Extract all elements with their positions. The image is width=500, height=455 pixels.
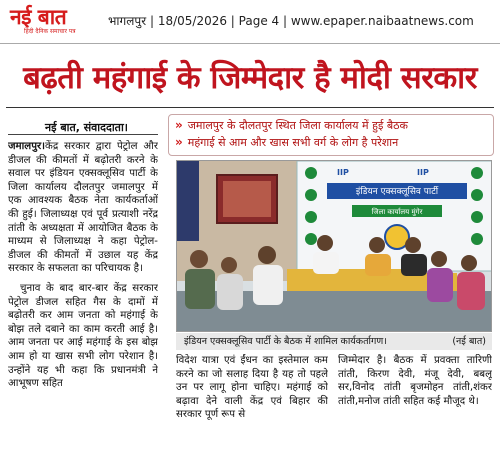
article-column-middle: विदेश यात्रा एवं ईंधन का इस्तेमाल कम करने का जो सलाह दिया है यह तो पहले उन पर लागू होना चाहिए। महंगाई को बढ़ावा देने वाली केंद्र एवं बिहार की सरकार पूर्ण रूप से — [176, 355, 328, 421]
photo-credit: (नई बात) — [452, 336, 486, 347]
photo-caption-bar — [176, 333, 492, 350]
subhead — [175, 117, 487, 134]
subhead-text: महंगाई से आम और खास सभी वर्ग के लोग है परेशान — [187, 136, 399, 149]
article-headline: बढ़ती महंगाई के जिम्मेदार है मोदी सरकार — [23, 60, 477, 96]
article-column-left — [8, 140, 158, 450]
chevron-right-icon: » — [175, 135, 183, 149]
logo-tagline: हिंदी दैनिक समाचार पत्र — [24, 28, 76, 35]
banner-title: इंडियन एक्सक्लूसिव पार्टी — [355, 187, 439, 197]
article-paragraph — [8, 140, 158, 276]
masthead — [0, 0, 500, 44]
byline-divider — [8, 134, 158, 135]
subhead — [175, 134, 487, 151]
headline-divider — [6, 107, 494, 108]
banner-subtitle: जिला कार्यालय मुंगेर — [371, 208, 423, 216]
photo-caption: इंडियन एक्सक्लूसिव पार्टी के बैठक में शामिल कार्यकर्तागण। — [184, 336, 387, 347]
newspaper-logo[interactable] — [10, 6, 98, 40]
edition-line[interactable]: भागलपुर | 18/05/2026 | Page 4 | www.epaper.naibaatnews.com — [108, 14, 474, 28]
logo-text: नई बात — [10, 5, 67, 29]
dateline: जमालपुर। — [8, 141, 46, 152]
banner-logo-text: IIP — [337, 168, 349, 177]
article-column-right: जिम्मेदार है। बैठक में प्रवक्ता तारिणी तांती, किरण देवी, मंजू देवी, बबलू सर,विनोद तांती बृजमोहन तांती,शंकर तांती,मनोज तांती सहित कई मौजूद थे। — [338, 355, 492, 407]
byline: नई बात, संवाददाता। — [45, 121, 128, 134]
article-paragraph: चुनाव के बाद बार-बार केंद्र सरकार पेट्रोल डीजल सहित गैस के दामों में बढ़ोतरी कर आम जनता को महंगाई के बोझ तले दबाने का काम करती आई है। आम जनता पर आई महंगाई के इस बोझ आम हो या खास सभी लोग परेशान है। उन्होंने यह भी कहा कि प्रधानमंत्री ने आभूषण सहित — [8, 282, 158, 390]
news-photo[interactable] — [176, 160, 492, 332]
meeting-photo-illustration — [177, 161, 492, 332]
subhead-text: जमालपुर के दौलतपुर स्थित जिला कार्यालय में हुई बैठक — [187, 119, 408, 132]
banner-logo-text: IIP — [417, 168, 429, 177]
chevron-right-icon: » — [175, 118, 183, 132]
paragraph-text: केंद्र सरकार द्वारा पेट्रोल और डीजल की कीमतों में बढ़ोतरी करने के सवाल पर इंडियन एक्सक्लूसिव पार्टी के जिला कार्यालय दौलतपुर जमालपुर में एक आवश्यक बैठक नेता कार्यकर्ताओं की हुई। जिलाध्यक्ष एवं पूर्व प्रत्याशी नरेंद्र तांती के अध्यक्षता में आयोजित बैठक के माध्यम से जिलाध्यक्ष ने कहा पेट्रोल-डीजल की कीमतों में उछाल यह केंद्र सरकार के सफलता का परिचायक है। — [8, 141, 158, 275]
subheads-box — [168, 114, 494, 156]
